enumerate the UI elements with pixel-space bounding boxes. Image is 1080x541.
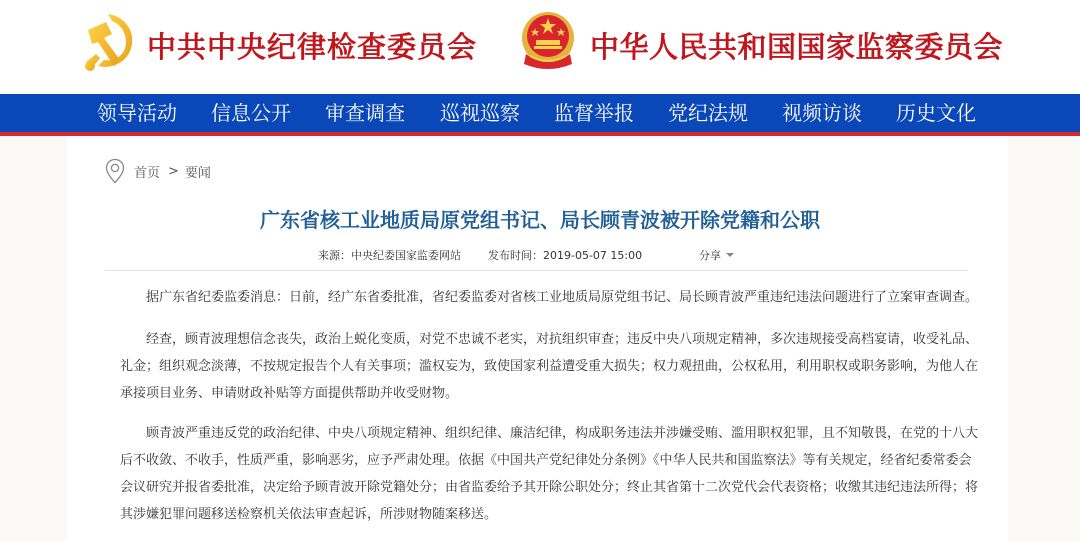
title-divider	[105, 270, 968, 271]
paragraph-line: 顾青波严重违反党的政治纪律、中央八项规定精神、组织纪律、廉洁纪律，构成职务违法并涉嫌受贿、滥用职权犯罪，且不知敬畏，在党的十八大	[146, 426, 979, 441]
breadcrumb	[105, 158, 211, 184]
nav-item-leadership[interactable]: 领导活动	[97, 101, 177, 125]
party-emblem-icon[interactable]	[78, 10, 136, 72]
paragraph-line: 其涉嫌犯罪问题移送检察机关依法审查起诉，所涉财物随案移送。	[120, 507, 498, 522]
article-source: 来源：中央纪委国家监委网站	[318, 249, 461, 262]
paragraph-line: 礼金；组织观念淡薄，不按规定报告个人有关事项；滥权妄为，致使国家利益遭受重大损失；权力观扭曲，公权私用，利用职权或职务影响，为他人在	[120, 359, 979, 374]
nav-item-info-disclosure[interactable]: 信息公开	[211, 101, 291, 125]
paragraph-line: 会议研究并报省委批准，决定给予顾青波开除党籍处分；由省监委给予其开除公职处分；终止其省第十二次党代会代表资格；收缴其违纪违法所得；将	[120, 480, 979, 495]
paragraph-line: 据广东省纪委监委消息：日前，经广东省委批准，省纪委监委对省核工业地质局原党组书记、局长顾青波严重违纪违法问题进行了立案审查调查。	[146, 290, 979, 305]
national-emblem-icon[interactable]	[518, 10, 578, 72]
paragraph-line: 后不收敛、不收手，性质严重，影响恶劣，应予严肃处理。依据《中国共产党纪律处分条例》《中华人民共和国监察法》等有关规定，经省纪委常委会	[120, 453, 972, 468]
national-commission-title[interactable]: 中华人民共和国国家监察委员会	[590, 30, 1004, 64]
cpc-commission-title[interactable]: 中共中央纪律检查委员会	[147, 30, 478, 64]
nav-item-investigation[interactable]: 审查调查	[325, 101, 405, 125]
breadcrumb-separator: >	[168, 163, 179, 179]
right-gutter	[1008, 136, 1080, 541]
article-paragraph-3	[120, 420, 979, 528]
share-button[interactable]	[699, 247, 734, 263]
paragraph-line: 经查，顾青波理想信念丧失，政治上蜕化变质，对党不忠诚不老实，对抗组织审查；违反中央八项规定精神，多次违规接受高档宴请，收受礼品、	[146, 332, 979, 347]
site-header	[0, 0, 1080, 94]
chevron-down-icon	[726, 252, 734, 258]
article-paragraph-1	[120, 284, 979, 311]
nav-item-inspection[interactable]: 巡视巡察	[440, 101, 520, 125]
nav-item-report[interactable]: 监督举报	[554, 101, 634, 125]
nav-item-regulations[interactable]: 党纪法规	[668, 101, 748, 125]
nav-item-history[interactable]: 历史文化	[896, 101, 976, 125]
article-title: 广东省核工业地质局原党组书记、局长顾青波被开除党籍和公职	[260, 208, 820, 232]
paragraph-line: 承接项目业务、申请财政补贴等方面提供帮助并收受财物。	[120, 386, 459, 401]
location-pin-icon	[105, 158, 125, 184]
left-gutter	[0, 136, 67, 541]
share-label: 分享	[699, 249, 721, 262]
breadcrumb-current[interactable]: 要闻	[184, 165, 211, 181]
nav-item-video[interactable]: 视频访谈	[782, 101, 862, 125]
article-publish-time: 发布时间：2019-05-07 15:00	[488, 249, 643, 262]
article-paragraph-2	[120, 326, 979, 407]
breadcrumb-home[interactable]: 首页	[134, 165, 161, 181]
main-nav	[0, 94, 1080, 136]
